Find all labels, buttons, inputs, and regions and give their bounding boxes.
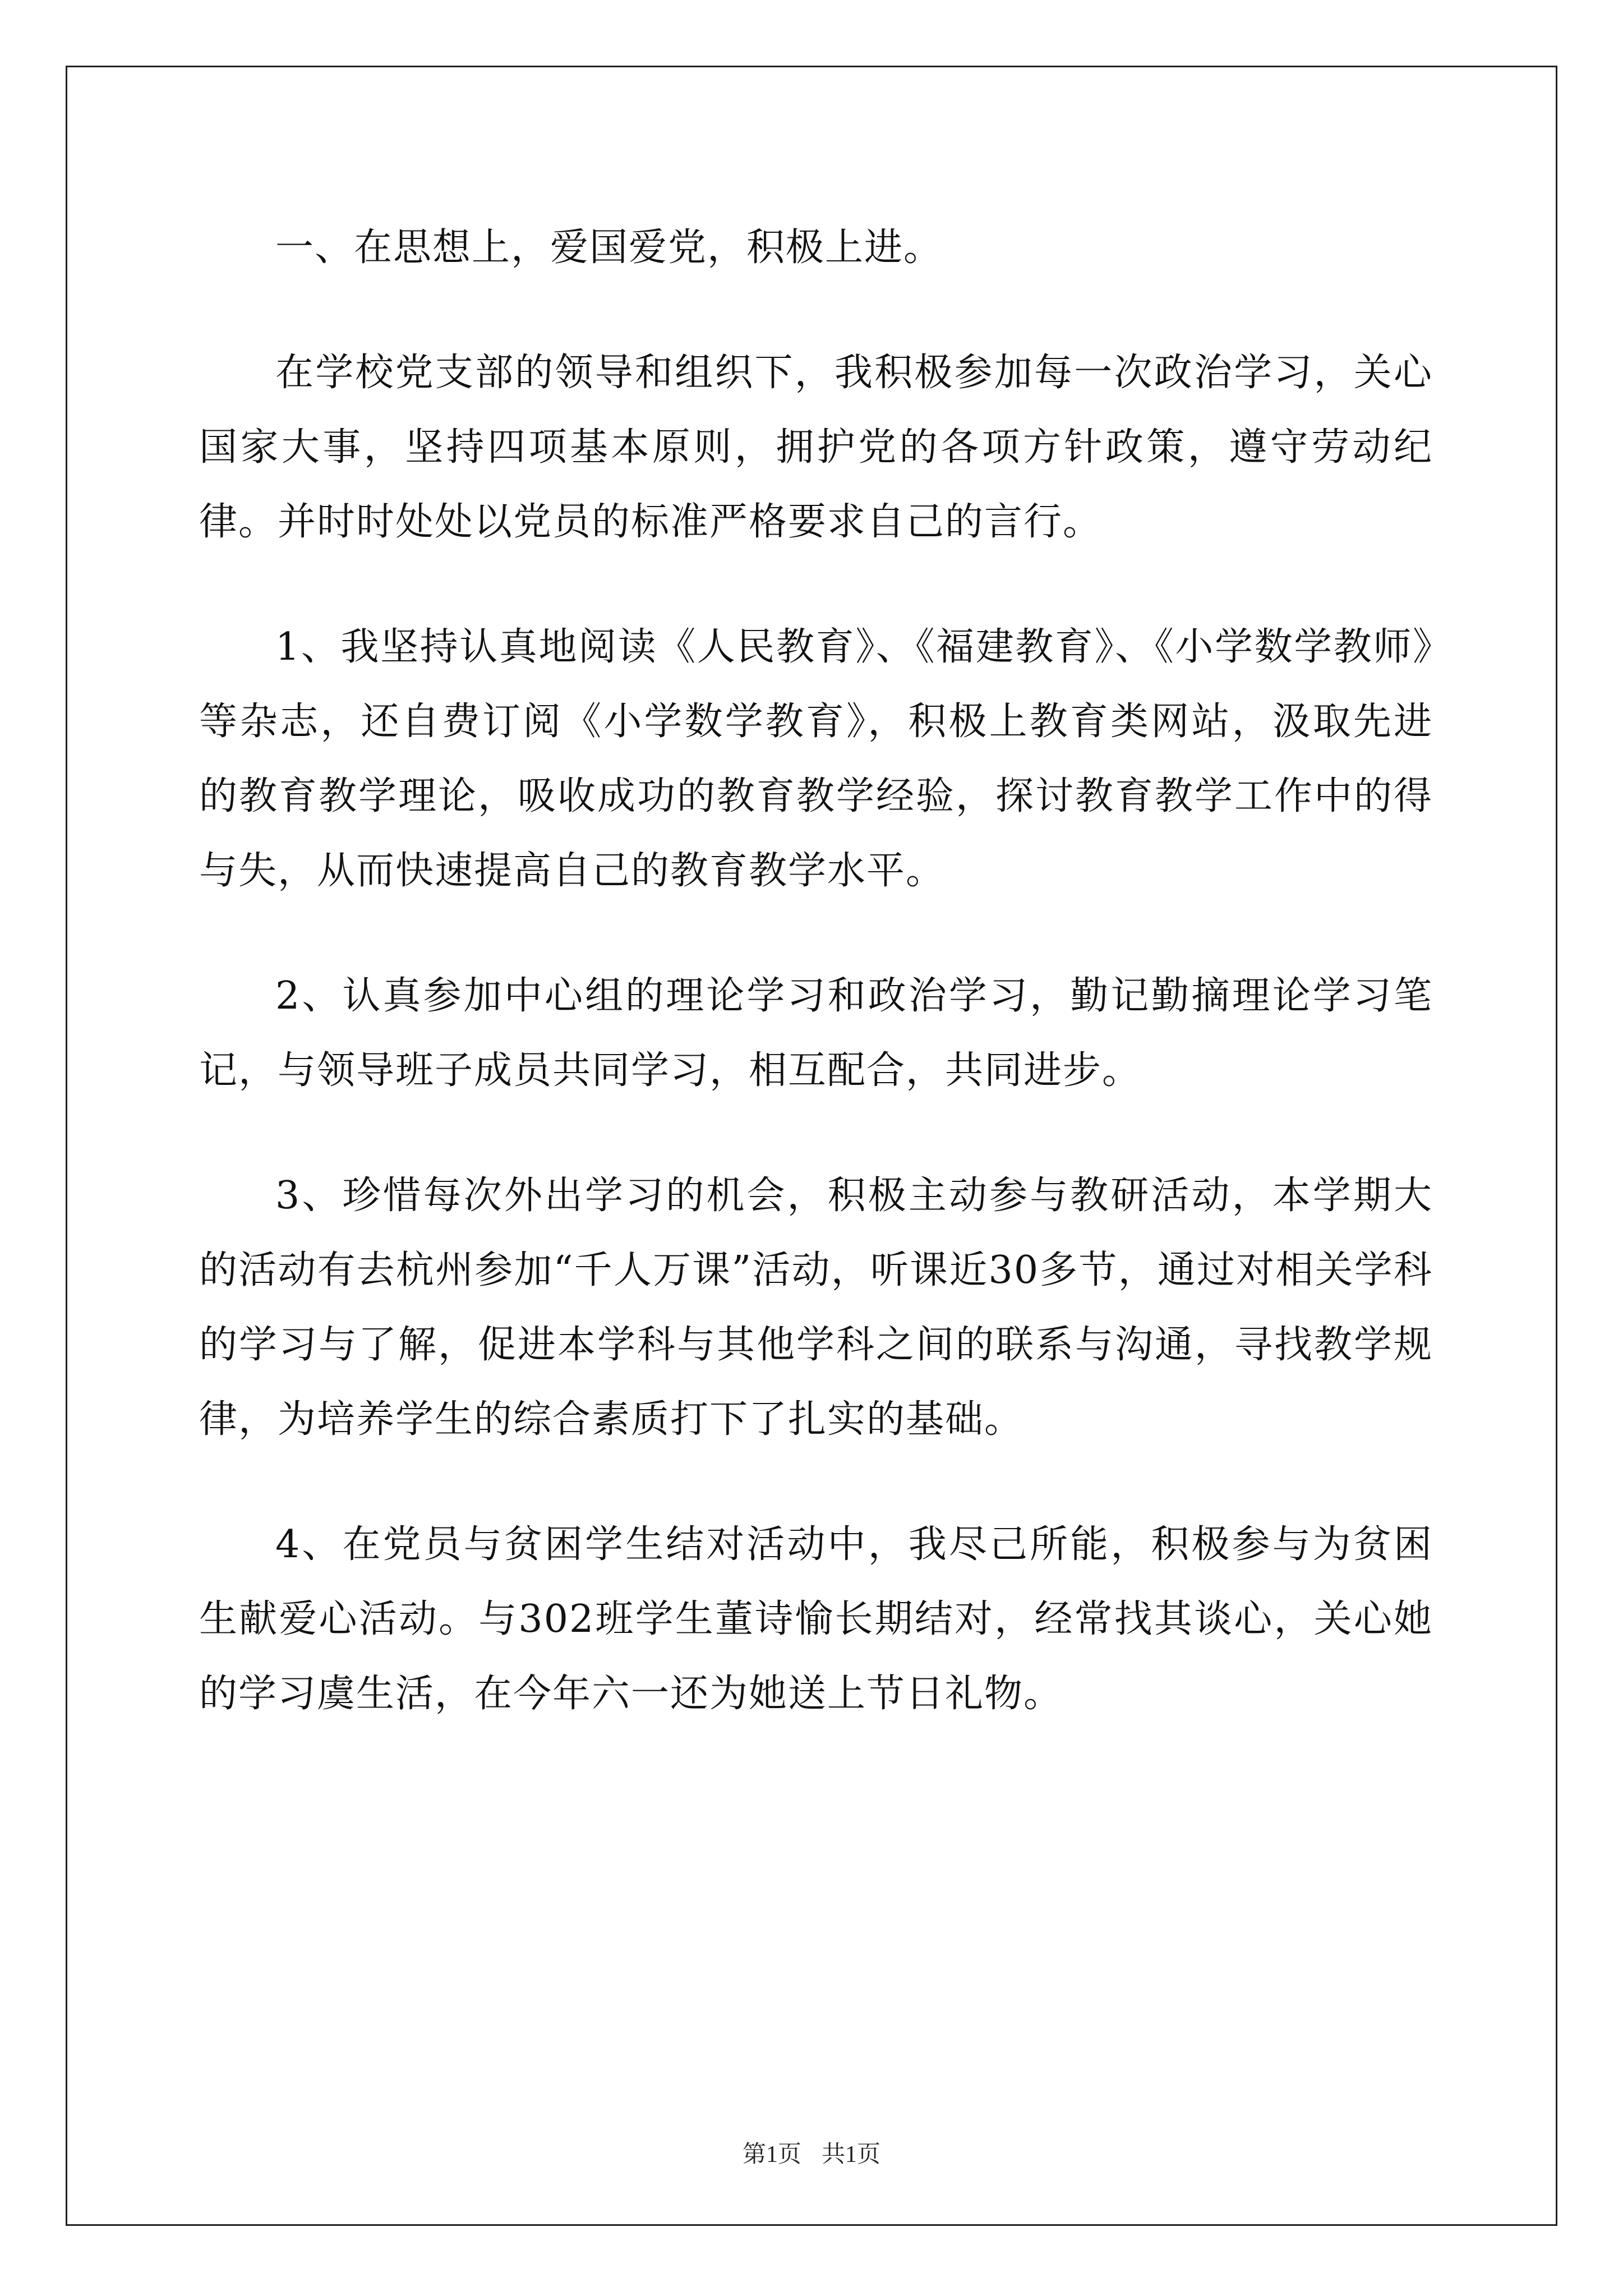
document-body	[199, 210, 1433, 1782]
page-footer	[0, 2139, 1623, 2170]
section-heading-paragraph: 一、在思想上，爱国爱党，积极上进。	[275, 226, 943, 270]
body-paragraph: 在学校党支部的领导和组织下，我积极参加每一次政治学习，关心国家大事，坚持四项基本原则，拥护党的各项方针政策，遵守劳动纪律。并时时处处以党员的标准严格要求自己的言行。	[199, 351, 1433, 544]
page-number: 第1页	[742, 2142, 801, 2168]
list-item-paragraph: 2、认真参加中心组的理论学习和政治学习，勤记勤摘理论学习笔记，与领导班子成员共同学习，相互配合，共同进步。	[199, 974, 1433, 1093]
list-item-paragraph: 3、珍惜每次外出学习的机会，积极主动参与教研活动，本学期大的活动有去杭州参加“千人万课”活动，听课近30多节，通过对相关学科的学习与了解，促进本学科与其他学科之间的联系与沟通，寻找教学规律，为培养学生的综合素质打下了扎实的基础。	[199, 1174, 1433, 1442]
page-total: 共1页	[822, 2142, 881, 2168]
list-item-paragraph: 4、在党员与贫困学生结对活动中，我尽己所能，积极参与为贫困生献爱心活动。与302班学生董诗愉长期结对，经常找其谈心，关心她的学习虞生活，在今年六一还为她送上节日礼物。	[199, 1522, 1433, 1716]
list-item-paragraph: 1、我坚持认真地阅读《人民教育》、《福建教育》、《小学数学教师》等杂志，还自费订阅《小学数学教育》，积极上教育类网站，汲取先进的教育教学理论，吸收成功的教育教学经验，探讨教育教学工作中的得与失，从而快速提高自己的教育教学水平。	[199, 625, 1433, 893]
